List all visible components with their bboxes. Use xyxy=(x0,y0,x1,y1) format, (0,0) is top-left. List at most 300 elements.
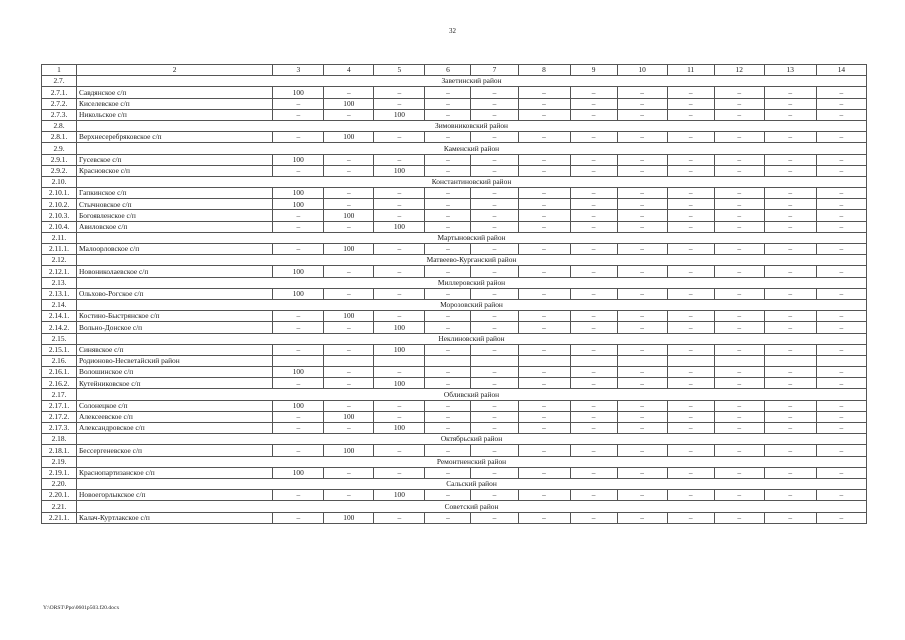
value-cell: – xyxy=(425,322,471,333)
value-cell: – xyxy=(617,445,667,456)
row-number: 2.14.1. xyxy=(42,311,77,322)
value-cell: – xyxy=(667,154,714,165)
settlement-row xyxy=(42,311,867,322)
value-cell: – xyxy=(518,87,570,98)
value-cell: – xyxy=(570,165,617,176)
value-cell: – xyxy=(471,467,518,478)
value-cell: – xyxy=(617,87,667,98)
column-number-header: 3 xyxy=(273,65,324,76)
value-cell: – xyxy=(425,221,471,232)
value-cell: – xyxy=(570,98,617,109)
column-number-header: 14 xyxy=(816,65,866,76)
row-number: 2.8.1. xyxy=(42,132,77,143)
settlement-row xyxy=(42,512,867,523)
value-cell: – xyxy=(570,467,617,478)
value-cell: – xyxy=(374,244,425,255)
value-cell: – xyxy=(617,378,667,389)
row-number: 2.17. xyxy=(42,389,77,400)
value-cell: – xyxy=(816,244,866,255)
value-cell: – xyxy=(324,344,374,355)
value-cell: – xyxy=(667,423,714,434)
value-cell: – xyxy=(518,98,570,109)
value-cell: – xyxy=(273,490,324,501)
value-cell: – xyxy=(570,490,617,501)
value-cell: – xyxy=(667,288,714,299)
value-cell: – xyxy=(425,378,471,389)
empty-cell xyxy=(667,355,714,366)
value-cell: – xyxy=(518,344,570,355)
value-cell: – xyxy=(471,378,518,389)
value-cell: – xyxy=(667,378,714,389)
value-cell: – xyxy=(764,132,816,143)
value-cell: – xyxy=(471,188,518,199)
value-cell: – xyxy=(667,512,714,523)
value-cell: 100 xyxy=(324,311,374,322)
empty-cell xyxy=(471,355,518,366)
value-cell: – xyxy=(471,87,518,98)
value-cell: – xyxy=(324,109,374,120)
value-cell: – xyxy=(273,344,324,355)
row-number: 2.10.3. xyxy=(42,210,77,221)
value-cell: – xyxy=(471,210,518,221)
district-name: Мартыновский район xyxy=(77,232,867,243)
value-cell: – xyxy=(425,87,471,98)
value-cell: – xyxy=(273,98,324,109)
row-number: 2.15. xyxy=(42,333,77,344)
value-cell: – xyxy=(425,344,471,355)
settlement-name: Краснопартизанское с/п xyxy=(77,467,273,478)
settlement-row xyxy=(42,266,867,277)
value-cell: – xyxy=(425,288,471,299)
column-number-header: 8 xyxy=(518,65,570,76)
value-cell: – xyxy=(425,244,471,255)
value-cell: 100 xyxy=(273,154,324,165)
settlement-row xyxy=(42,199,867,210)
value-cell: – xyxy=(617,512,667,523)
value-cell: 100 xyxy=(273,400,324,411)
value-cell: – xyxy=(816,423,866,434)
value-cell: – xyxy=(764,512,816,523)
district-row xyxy=(42,143,867,154)
row-number: 2.17.2. xyxy=(42,411,77,422)
row-number: 2.17.1. xyxy=(42,400,77,411)
value-cell: – xyxy=(570,221,617,232)
settlement-name: Гапкинское с/п xyxy=(77,188,273,199)
district-row xyxy=(42,232,867,243)
district-row xyxy=(42,478,867,489)
settlement-name: Гусевское с/п xyxy=(77,154,273,165)
value-cell: – xyxy=(617,467,667,478)
settlement-name: Волошинское с/п xyxy=(77,367,273,378)
value-cell: – xyxy=(816,311,866,322)
value-cell: – xyxy=(324,199,374,210)
row-number: 2.7.3. xyxy=(42,109,77,120)
value-cell: – xyxy=(273,512,324,523)
value-cell: – xyxy=(714,322,764,333)
row-number: 2.14. xyxy=(42,299,77,310)
value-cell: – xyxy=(518,221,570,232)
value-cell: – xyxy=(471,109,518,120)
value-cell: – xyxy=(617,244,667,255)
value-cell: – xyxy=(764,288,816,299)
value-cell: – xyxy=(764,87,816,98)
value-cell: – xyxy=(374,87,425,98)
value-cell: – xyxy=(714,199,764,210)
row-number: 2.13.1. xyxy=(42,288,77,299)
value-cell: – xyxy=(273,221,324,232)
value-cell: – xyxy=(714,367,764,378)
value-cell: – xyxy=(273,445,324,456)
row-number: 2.8. xyxy=(42,120,77,131)
district-name: Советский район xyxy=(77,501,867,512)
value-cell: – xyxy=(273,244,324,255)
settlement-name: Кутейниковское с/п xyxy=(77,378,273,389)
value-cell: – xyxy=(471,165,518,176)
value-cell: – xyxy=(816,221,866,232)
settlement-row xyxy=(42,400,867,411)
value-cell: – xyxy=(425,411,471,422)
value-cell: – xyxy=(518,109,570,120)
value-cell: – xyxy=(816,411,866,422)
value-cell: – xyxy=(667,467,714,478)
value-cell: – xyxy=(617,288,667,299)
value-cell: 100 xyxy=(324,445,374,456)
settlement-row xyxy=(42,367,867,378)
settlement-name: Новониколаевское с/п xyxy=(77,266,273,277)
value-cell: 100 xyxy=(273,288,324,299)
value-cell: – xyxy=(617,266,667,277)
empty-cell xyxy=(570,355,617,366)
value-cell: – xyxy=(273,311,324,322)
value-cell: – xyxy=(273,411,324,422)
settlement-name: Стычновское с/п xyxy=(77,199,273,210)
value-cell: – xyxy=(816,87,866,98)
value-cell: – xyxy=(570,132,617,143)
value-cell: – xyxy=(764,344,816,355)
column-number-header: 9 xyxy=(570,65,617,76)
value-cell: – xyxy=(667,210,714,221)
row-number: 2.7.2. xyxy=(42,98,77,109)
district-row xyxy=(42,176,867,187)
settlement-row xyxy=(42,322,867,333)
value-cell: 100 xyxy=(273,467,324,478)
row-number: 2.12.1. xyxy=(42,266,77,277)
table-body xyxy=(42,65,867,524)
value-cell: – xyxy=(714,244,764,255)
value-cell: – xyxy=(714,154,764,165)
value-cell: – xyxy=(324,378,374,389)
value-cell: – xyxy=(570,512,617,523)
row-number: 2.10.4. xyxy=(42,221,77,232)
settlement-row xyxy=(42,467,867,478)
value-cell: – xyxy=(667,244,714,255)
row-number: 2.16.1. xyxy=(42,367,77,378)
value-cell: – xyxy=(667,344,714,355)
value-cell: – xyxy=(764,221,816,232)
value-cell: – xyxy=(425,266,471,277)
settlement-name: Киселевское с/п xyxy=(77,98,273,109)
value-cell: 100 xyxy=(374,423,425,434)
value-cell: – xyxy=(273,378,324,389)
value-cell: – xyxy=(617,165,667,176)
empty-cell xyxy=(425,355,471,366)
value-cell: 100 xyxy=(324,210,374,221)
district-row xyxy=(42,434,867,445)
value-cell: – xyxy=(570,244,617,255)
value-cell: – xyxy=(816,378,866,389)
settlement-name: Богоявленское с/п xyxy=(77,210,273,221)
district-row xyxy=(42,389,867,400)
value-cell: – xyxy=(425,188,471,199)
value-cell: – xyxy=(471,266,518,277)
row-number: 2.16. xyxy=(42,355,77,366)
row-number: 2.21. xyxy=(42,501,77,512)
value-cell: – xyxy=(714,311,764,322)
value-cell: – xyxy=(518,165,570,176)
value-cell: – xyxy=(816,445,866,456)
value-cell: – xyxy=(570,322,617,333)
value-cell: – xyxy=(425,367,471,378)
value-cell: – xyxy=(374,512,425,523)
district-name: Каменский район xyxy=(77,143,867,154)
value-cell: – xyxy=(518,266,570,277)
value-cell: – xyxy=(816,467,866,478)
value-cell: – xyxy=(816,109,866,120)
settlement-name: Солонецкое с/п xyxy=(77,400,273,411)
row-number: 2.20. xyxy=(42,478,77,489)
settlement-row xyxy=(42,132,867,143)
value-cell: – xyxy=(570,199,617,210)
value-cell: – xyxy=(518,199,570,210)
value-cell: – xyxy=(273,132,324,143)
district-name: Неклиновский район xyxy=(77,333,867,344)
value-cell: – xyxy=(374,400,425,411)
district-name: Зимовниковский район xyxy=(77,120,867,131)
district-name: Матвеево-Курганский район xyxy=(77,255,867,266)
value-cell: – xyxy=(764,199,816,210)
value-cell: – xyxy=(816,288,866,299)
value-cell: – xyxy=(764,322,816,333)
settlement-name: Бессергеневское с/п xyxy=(77,445,273,456)
settlement-name: Красновское с/п xyxy=(77,165,273,176)
value-cell: 100 xyxy=(324,411,374,422)
value-cell: 100 xyxy=(273,199,324,210)
value-cell: – xyxy=(714,266,764,277)
value-cell: – xyxy=(471,288,518,299)
value-cell: 100 xyxy=(374,221,425,232)
value-cell: – xyxy=(764,423,816,434)
value-cell: – xyxy=(667,311,714,322)
value-cell: 100 xyxy=(273,266,324,277)
value-cell: – xyxy=(617,98,667,109)
settlement-name: Ольхово-Рогское с/п xyxy=(77,288,273,299)
value-cell: – xyxy=(667,87,714,98)
settlement-row xyxy=(42,188,867,199)
settlement-row xyxy=(42,244,867,255)
value-cell: – xyxy=(374,154,425,165)
value-cell: – xyxy=(374,266,425,277)
settlement-row xyxy=(42,109,867,120)
row-number: 2.9.2. xyxy=(42,165,77,176)
value-cell: – xyxy=(570,445,617,456)
value-cell: 100 xyxy=(324,244,374,255)
value-cell: – xyxy=(570,288,617,299)
value-cell: – xyxy=(764,109,816,120)
value-cell: – xyxy=(714,400,764,411)
row-number: 2.9.1. xyxy=(42,154,77,165)
value-cell: – xyxy=(764,154,816,165)
value-cell: – xyxy=(425,423,471,434)
settlement-row xyxy=(42,210,867,221)
value-cell: – xyxy=(714,378,764,389)
value-cell: – xyxy=(518,188,570,199)
column-number-header: 1 xyxy=(42,65,77,76)
value-cell: – xyxy=(324,87,374,98)
value-cell: – xyxy=(816,154,866,165)
empty-cell xyxy=(374,355,425,366)
settlement-name: Калач-Куртлакское с/п xyxy=(77,512,273,523)
empty-cell xyxy=(764,355,816,366)
value-cell: – xyxy=(714,423,764,434)
row-number: 2.7.1. xyxy=(42,87,77,98)
value-cell: – xyxy=(570,87,617,98)
district-name: Константиновский район xyxy=(77,176,867,187)
value-cell: – xyxy=(570,411,617,422)
value-cell: – xyxy=(374,98,425,109)
value-cell: – xyxy=(471,154,518,165)
value-cell: – xyxy=(324,165,374,176)
value-cell: – xyxy=(617,423,667,434)
value-cell: – xyxy=(617,154,667,165)
value-cell: – xyxy=(324,367,374,378)
value-cell: – xyxy=(518,210,570,221)
empty-cell xyxy=(273,355,324,366)
value-cell: – xyxy=(667,199,714,210)
value-cell: – xyxy=(617,199,667,210)
column-number-header: 13 xyxy=(764,65,816,76)
row-number: 2.14.2. xyxy=(42,322,77,333)
value-cell: 100 xyxy=(374,344,425,355)
value-cell: 100 xyxy=(374,109,425,120)
value-cell: – xyxy=(374,288,425,299)
value-cell: – xyxy=(273,165,324,176)
value-cell: – xyxy=(471,445,518,456)
district-row xyxy=(42,277,867,288)
value-cell: – xyxy=(518,132,570,143)
value-cell: – xyxy=(471,244,518,255)
settlement-row xyxy=(42,490,867,501)
settlement-name: Вольно-Донское с/п xyxy=(77,322,273,333)
value-cell: – xyxy=(570,210,617,221)
settlement-row xyxy=(42,165,867,176)
value-cell: – xyxy=(816,132,866,143)
value-cell: – xyxy=(471,367,518,378)
value-cell: – xyxy=(471,490,518,501)
settlement-name: Малоорловское с/п xyxy=(77,244,273,255)
value-cell: – xyxy=(374,311,425,322)
value-cell: – xyxy=(714,87,764,98)
empty-cell xyxy=(714,355,764,366)
settlement-row xyxy=(42,288,867,299)
value-cell: – xyxy=(425,154,471,165)
value-cell: – xyxy=(570,378,617,389)
empty-cell xyxy=(324,355,374,366)
value-cell: – xyxy=(518,467,570,478)
value-cell: – xyxy=(714,288,764,299)
file-path-footer: Y:\ORST\Ppo\0601p503.f20.docx xyxy=(43,605,120,611)
value-cell: – xyxy=(816,344,866,355)
value-cell: – xyxy=(471,344,518,355)
value-cell: – xyxy=(374,210,425,221)
value-cell: – xyxy=(764,210,816,221)
value-cell: – xyxy=(324,154,374,165)
value-cell: – xyxy=(714,411,764,422)
settlement-row xyxy=(42,445,867,456)
value-cell: – xyxy=(570,367,617,378)
settlement-name: Костино-Быстрянское с/п xyxy=(77,311,273,322)
value-cell: – xyxy=(764,165,816,176)
value-cell: – xyxy=(471,98,518,109)
value-cell: – xyxy=(471,132,518,143)
row-number: 2.10.2. xyxy=(42,199,77,210)
value-cell: 100 xyxy=(374,322,425,333)
value-cell: – xyxy=(425,311,471,322)
settlement-row xyxy=(42,221,867,232)
value-cell: – xyxy=(714,132,764,143)
row-number: 2.7. xyxy=(42,76,77,87)
row-number: 2.21.1. xyxy=(42,512,77,523)
row-number: 2.18. xyxy=(42,434,77,445)
value-cell: – xyxy=(667,165,714,176)
settlement-row xyxy=(42,154,867,165)
value-cell: – xyxy=(667,221,714,232)
district-name: Миллеровский район xyxy=(77,277,867,288)
value-cell: – xyxy=(471,311,518,322)
row-number: 2.11.1. xyxy=(42,244,77,255)
value-cell: – xyxy=(714,210,764,221)
value-cell: 100 xyxy=(273,188,324,199)
value-cell: – xyxy=(617,411,667,422)
row-number: 2.16.2. xyxy=(42,378,77,389)
value-cell: – xyxy=(324,490,374,501)
value-cell: – xyxy=(425,165,471,176)
value-cell: – xyxy=(518,311,570,322)
value-cell: – xyxy=(570,423,617,434)
value-cell: – xyxy=(617,322,667,333)
settlement-row xyxy=(42,423,867,434)
value-cell: – xyxy=(617,400,667,411)
value-cell: – xyxy=(324,288,374,299)
value-cell: – xyxy=(471,322,518,333)
value-cell: – xyxy=(816,210,866,221)
value-cell: – xyxy=(667,98,714,109)
value-cell: – xyxy=(324,467,374,478)
column-number-header: 5 xyxy=(374,65,425,76)
column-number-header: 7 xyxy=(471,65,518,76)
value-cell: – xyxy=(764,400,816,411)
value-cell: – xyxy=(667,490,714,501)
value-cell: – xyxy=(617,311,667,322)
value-cell: – xyxy=(617,490,667,501)
settlement-name: Новоегорлыкское с/п xyxy=(77,490,273,501)
row-number: 2.9. xyxy=(42,143,77,154)
value-cell: – xyxy=(518,367,570,378)
value-cell: – xyxy=(570,344,617,355)
value-cell: – xyxy=(816,490,866,501)
value-cell: – xyxy=(518,288,570,299)
column-number-header: 10 xyxy=(617,65,667,76)
value-cell: – xyxy=(570,188,617,199)
